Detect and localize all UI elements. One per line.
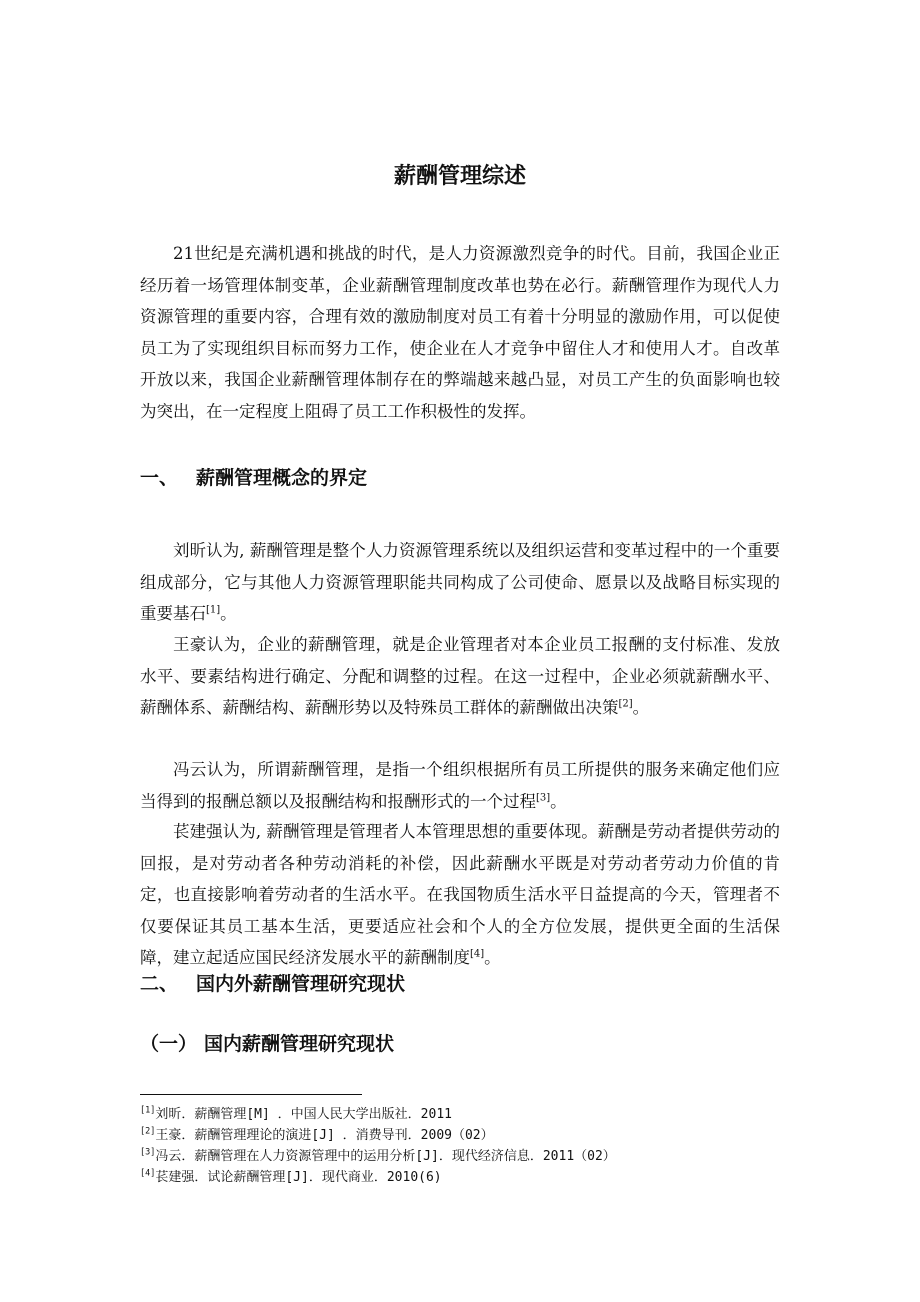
footnote-text: 刘昕．薪酬管理[M] ．中国人民大学出版社．2011 bbox=[155, 1107, 452, 1122]
footnote-marker: [4] bbox=[140, 1168, 156, 1179]
footnote-ref-4: [4] bbox=[470, 948, 485, 960]
paragraph-liuxin-end: 。 bbox=[220, 604, 237, 623]
footnote-marker: [1] bbox=[140, 1105, 156, 1116]
footnote-marker: [2] bbox=[140, 1126, 156, 1137]
footnote-text: 冯云．薪酬管理在人力资源管理中的运用分析[J]．现代经济信息．2011（02） bbox=[155, 1149, 616, 1164]
footnote-marker: [3] bbox=[140, 1147, 156, 1158]
paragraph-liuxin bbox=[140, 535, 780, 630]
paragraph-wanghao-end: 。 bbox=[632, 698, 650, 717]
footnote-ref-2: [2] bbox=[618, 698, 633, 710]
footnote-ref-3: [3] bbox=[536, 792, 551, 803]
footnote-item bbox=[140, 1125, 780, 1146]
paragraph-fengyun bbox=[140, 754, 780, 817]
subsection-1-number: （一） bbox=[140, 1033, 198, 1055]
section-1-number: 一、 bbox=[140, 467, 179, 489]
subsection-1-heading bbox=[140, 1028, 780, 1060]
document-title: 薪酬管理综述 bbox=[393, 164, 526, 189]
paragraph-changjianqiang bbox=[140, 816, 780, 974]
section-2-number: 二、 bbox=[140, 973, 179, 995]
paragraph-changjianqiang-end: 。 bbox=[484, 948, 501, 967]
paragraph-wanghao-text: 王豪认为，企业的薪酬管理，就是企业管理者对本企业员工报酬的支付标准、发放水平、要素结构进行确定、分配和调整的过程。在这一过程中，企业必须就薪酬水平、薪酬体系、薪酬结构、薪酬形势以及特殊员工群体的薪酬做出决策 bbox=[140, 635, 780, 717]
section-1-title: 薪酬管理概念的界定 bbox=[196, 467, 368, 489]
footnote-text: 苌建强．试论薪酬管理[J]．现代商业．2010(6) bbox=[155, 1170, 442, 1185]
footnote-item bbox=[140, 1104, 780, 1125]
section-2-heading bbox=[140, 968, 780, 1000]
subsection-1-title: 国内薪酬管理研究现状 bbox=[204, 1033, 395, 1055]
paragraph-liuxin-text: 刘昕认为, 薪酬管理是整个人力资源管理系统以及组织运营和变革过程中的一个重要组成部分，它与其他人力资源管理职能共同构成了公司使命、愿景以及战略目标实现的重要基石 bbox=[140, 541, 780, 623]
section-2-title: 国内外薪酬管理研究现状 bbox=[196, 973, 406, 995]
footnote-text: 王豪．薪酬管理理论的演进[J] ．消费导刊．2009（02） bbox=[155, 1128, 494, 1143]
footnote-separator bbox=[140, 1094, 362, 1095]
paragraph-wanghao bbox=[140, 629, 780, 724]
paragraph-fengyun-end: 。 bbox=[550, 791, 567, 811]
footnote-item bbox=[140, 1146, 780, 1167]
footnote-item bbox=[140, 1167, 780, 1188]
paragraph-fengyun-text: 冯云认为，所谓薪酬管理，是指一个组织根据所有员工所提供的服务来确定他们应当得到的报酬总额以及报酬结构和报酬形式的一个过程 bbox=[140, 760, 780, 811]
footnote-ref-1: [1] bbox=[206, 604, 221, 616]
footnote-list bbox=[140, 1104, 780, 1188]
paragraph-changjianqiang-text: 苌建强认为, 薪酬管理是管理者人本管理思想的重要体现。薪酬是劳动者提供劳动的回报，是对劳动者各种劳动消耗的补偿，因此薪酬水平既是对劳动者劳动力价值的肯定，也直接影响着劳动者的生活水平。在我国物质生活水平日益提高的今天，管理者不仅要保证其员工基本生活，更要适应社会和个人的全方位发展，提供更全面的生活保障，建立起适应国民经济发展水平的薪酬制度 bbox=[140, 822, 780, 967]
section-1-heading bbox=[140, 462, 780, 494]
intro-paragraph: 21世纪是充满机遇和挑战的时代，是人力资源激烈竞争的时代。目前，我国企业正经历着一场管理体制变革，企业薪酬管理制度改革也势在必行。薪酬管理作为现代人力资源管理的重要内容，合理有效的激励制度对员工有着十分明显的激励作用，可以促使员工为了实现组织目标而努力工作，使企业在人才竞争中留住人才和使用人才。自改革开放以来，我国企业薪酬管理体制存在的弊端越来越凸显，对员工产生的负面影响也较为突出，在一定程度上阻碍了员工工作积极性的发挥。 bbox=[140, 244, 780, 421]
